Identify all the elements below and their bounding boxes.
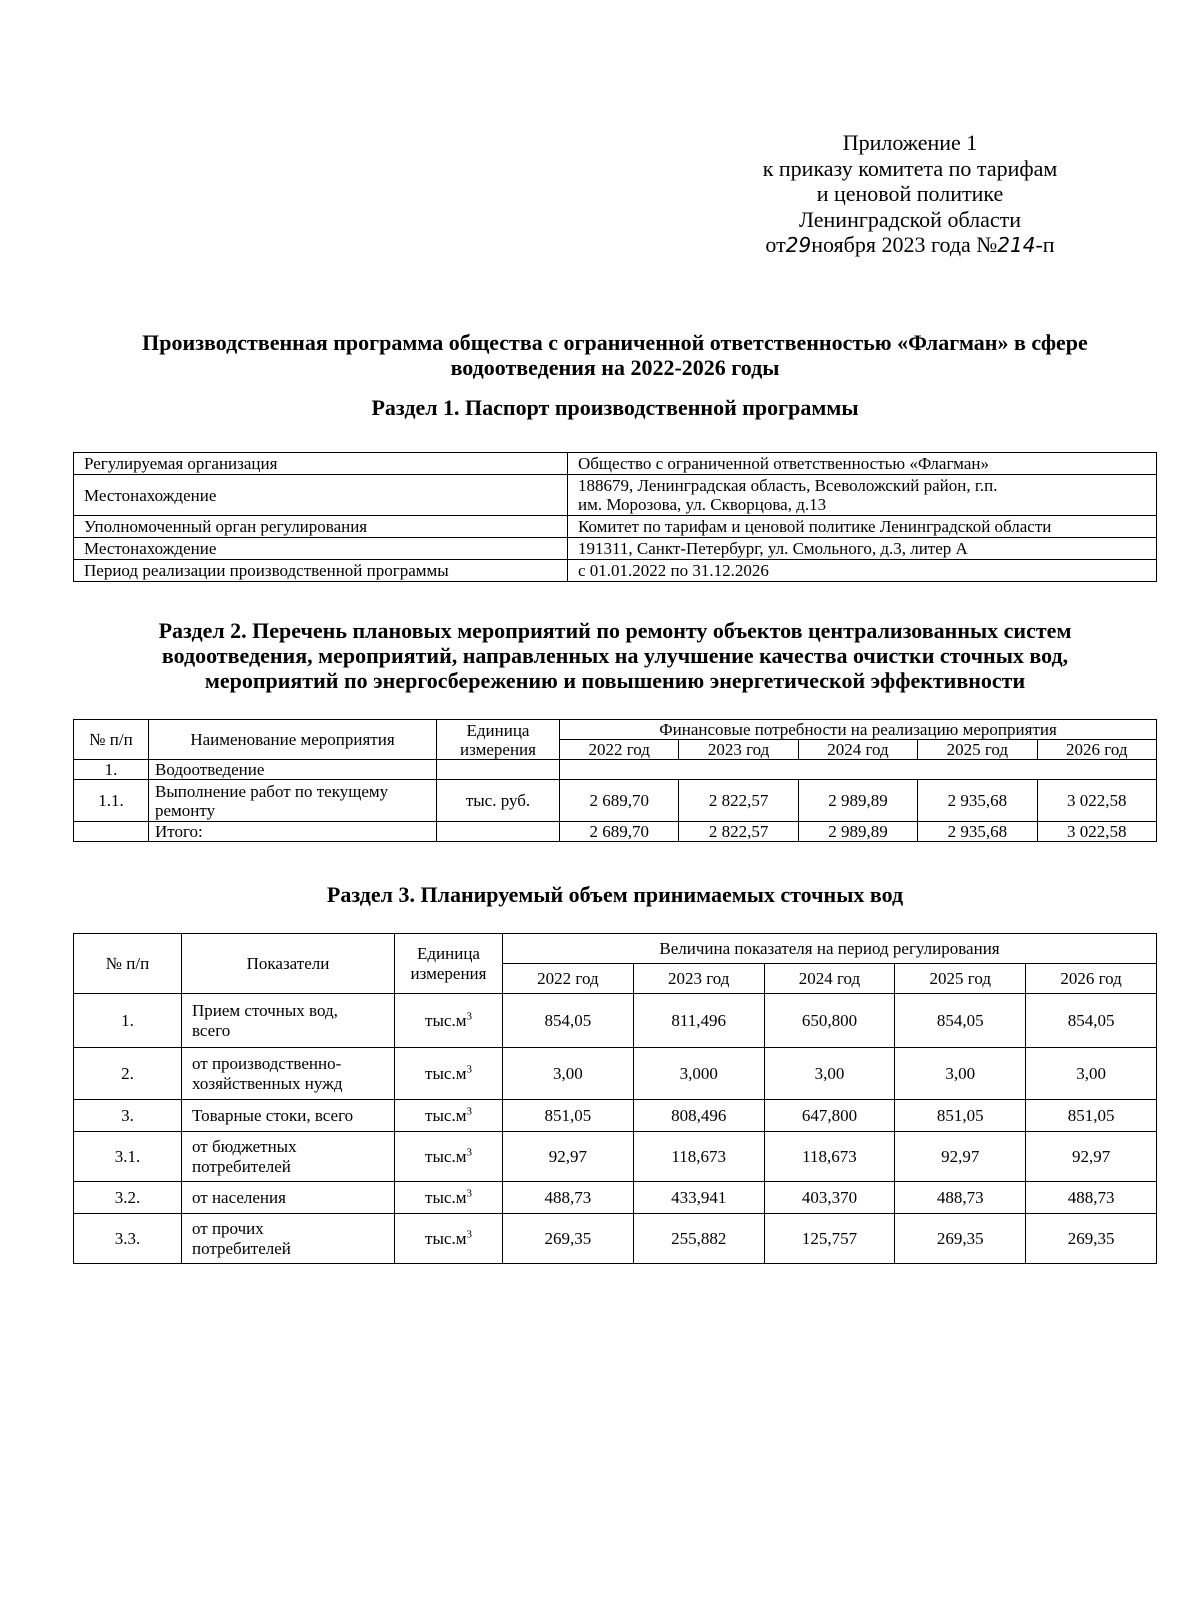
row-value: 647,800 [764,1100,895,1132]
row-value: 851,05 [1026,1100,1157,1132]
row-name [182,1048,395,1100]
unit-superscript: 3 [466,1104,472,1117]
unit-text: тыс.м [425,1187,467,1207]
unit-header-line: измерения [410,963,487,983]
row-unit [395,1048,503,1100]
unit-superscript: 3 [466,1227,472,1240]
row-value: 488,73 [895,1182,1026,1214]
passport-value: Общество с ограниченной ответственностью «Флагман» [568,453,1157,475]
column-header-value: Величина показателя на период регулирования [503,934,1157,964]
row-empty [560,760,1157,780]
passport-key: Местонахождение [74,538,568,560]
row-unit [395,1214,503,1264]
unit-text: тыс.м [425,1010,467,1030]
row-name [182,1214,395,1264]
row-unit [437,822,560,842]
row-value: 118,673 [764,1132,895,1182]
appendix-line: и ценовой политике [816,181,1004,206]
row-num: 2. [74,1048,182,1100]
row-value: 92,97 [503,1132,634,1182]
row-value: 854,05 [895,994,1026,1048]
appendix-line: к приказу комитета по тарифам [762,155,1058,181]
table-header-row [74,720,1157,740]
row-name-line: потребителей [192,1156,291,1176]
row-value: 269,35 [503,1214,634,1264]
section3-title: Раздел 3. Планируемый объем принимаемых сточных вод [326,882,904,907]
row-name: Итого: [149,822,437,842]
handwritten-day: 29 [785,233,812,257]
row-value: 2 935,68 [918,822,1037,842]
section1-title: Раздел 1. Паспорт производственной программы [371,395,859,420]
section2-title-line: Раздел 2. Перечень плановых мероприятий по ремонту объектов централизованных систем [158,618,1072,643]
column-header-year: 2023 год [679,740,798,760]
column-header-name: Наименование мероприятия [149,720,437,760]
row-num: 1. [74,760,149,780]
row-value: 92,97 [1026,1132,1157,1182]
unit-superscript: 3 [466,1009,472,1022]
appendix-line: Приложение 1 [842,130,978,155]
row-value: 3,00 [503,1048,634,1100]
column-header-year: 2025 год [918,740,1037,760]
column-header-year: 2022 год [503,964,634,994]
row-value: 2 989,89 [798,822,917,842]
row-unit [395,1100,503,1132]
table-row-total [74,822,1157,842]
row-value: 2 989,89 [798,780,917,822]
row-name-line: Прием сточных вод, [192,1000,338,1020]
row-name [182,994,395,1048]
table-row [74,780,1157,822]
row-name: Водоотведение [149,760,437,780]
passport-key: Период реализации производственной программы [74,560,568,582]
row-value: 488,73 [503,1182,634,1214]
column-header-year: 2026 год [1037,740,1157,760]
unit-superscript: 3 [466,1062,472,1075]
row-name [182,1100,395,1132]
row-name-line: потребителей [192,1238,291,1258]
column-header-year: 2023 год [633,964,764,994]
row-value: 854,05 [1026,994,1157,1048]
date-prefix: от [765,232,786,257]
row-value: 2 689,70 [560,822,679,842]
table-row [74,1100,1157,1132]
row-value: 92,97 [895,1132,1026,1182]
row-name-line: от производственно- [192,1053,342,1073]
row-num: 1.1. [74,780,149,822]
address-line: 188679, Ленинградская область, Всеволожский район, г.п. [578,476,998,495]
row-name-line: от прочих [192,1218,264,1238]
row-num: 3.3. [74,1214,182,1264]
unit-text: тыс.м [425,1063,467,1083]
table-row [74,475,1157,516]
passport-value: Комитет по тарифам и ценовой политике Ленинградской области [568,516,1157,538]
row-name [182,1182,395,1214]
row-value: 2 822,57 [679,822,798,842]
column-header-indicators: Показатели [182,934,395,994]
row-num: 3.1. [74,1132,182,1182]
table-row [74,516,1157,538]
document-title: Производственная программа общества с ограниченной ответственностью «Флагман» в сфере водоотведения на 2022-2026 годы [142,330,1088,380]
passport-key: Местонахождение [74,475,568,516]
column-header-year: 2024 год [798,740,917,760]
unit-text: тыс.м [425,1105,467,1125]
row-value: 3,000 [633,1048,764,1100]
row-value: 403,370 [764,1182,895,1214]
row-value: 118,673 [633,1132,764,1182]
column-header-unit [395,934,503,994]
row-value: 3,00 [764,1048,895,1100]
row-value: 2 935,68 [918,780,1037,822]
row-num: 3. [74,1100,182,1132]
table-row [74,760,1157,780]
row-name [182,1132,395,1182]
date-suffix: -п [1035,232,1055,257]
row-unit [395,1182,503,1214]
row-value: 255,882 [633,1214,764,1264]
section2-title-line: мероприятий по энергосбережению и повышению энергетической эффективности [204,668,1026,693]
row-num [74,822,149,842]
row-value: 851,05 [503,1100,634,1132]
row-name-line: Товарные стоки, всего [192,1105,354,1125]
column-header-year: 2022 год [560,740,679,760]
volume-table [73,933,1157,1264]
unit-header-line: Единица [417,943,480,963]
handwritten-order-number: 214 [997,233,1036,257]
column-header-unit [437,720,560,760]
row-value: 269,35 [895,1214,1026,1264]
row-unit [395,1132,503,1182]
table-row [74,538,1157,560]
row-name-line: Выполнение работ по текущему [155,781,389,801]
volume-table-body [74,994,1157,1264]
section2-title-line: водоотведения, мероприятий, направленных на улучшение качества очистки сточных вод, [161,643,1069,668]
row-value: 3 022,58 [1037,780,1157,822]
row-value: 488,73 [1026,1182,1157,1214]
row-value: 808,496 [633,1100,764,1132]
unit-superscript: 3 [466,1145,472,1158]
section2-title [60,618,1170,693]
row-name-line: всего [192,1020,231,1040]
unit-superscript: 3 [466,1186,472,1199]
row-name-line: от населения [192,1187,286,1207]
row-unit [437,760,560,780]
passport-value [568,475,1157,516]
table-row [74,560,1157,582]
table-row [74,453,1157,475]
row-value: 3,00 [895,1048,1026,1100]
row-value: 3,00 [1026,1048,1157,1100]
address-line: им. Морозова, ул. Скворцова, д.13 [578,495,827,514]
table-row [74,1048,1157,1100]
events-table [73,719,1157,842]
row-value: 811,496 [633,994,764,1048]
row-value: 433,941 [633,1182,764,1214]
unit-text: тыс.м [425,1146,467,1166]
row-unit: тыс. руб. [437,780,560,822]
row-value: 125,757 [764,1214,895,1264]
passport-value: 191311, Санкт-Петербург, ул. Смольного, д.3, литер А [568,538,1157,560]
passport-key: Уполномоченный орган регулирования [74,516,568,538]
row-value: 650,800 [764,994,895,1048]
column-header-num: № п/п [74,934,182,994]
appendix-line: Ленинградской области [799,206,1021,232]
row-name-line: хозяйственных нужд [192,1073,343,1093]
appendix-date-line [700,232,1120,259]
row-value: 854,05 [503,994,634,1048]
row-value: 851,05 [895,1100,1026,1132]
table-row [74,994,1157,1048]
row-value: 2 822,57 [679,780,798,822]
column-header-finance: Финансовые потребности на реализацию мероприятия [560,720,1157,740]
appendix-header [700,130,1120,259]
column-header-num: № п/п [74,720,149,760]
row-name-line: ремонту [155,800,216,820]
row-value: 2 689,70 [560,780,679,822]
passport-table [73,452,1157,582]
row-value: 269,35 [1026,1214,1157,1264]
row-num: 1. [74,994,182,1048]
unit-text: тыс.м [425,1228,467,1248]
row-num: 3.2. [74,1182,182,1214]
table-row [74,1182,1157,1214]
row-unit [395,994,503,1048]
passport-key: Регулируемая организация [74,453,568,475]
passport-value: с 01.01.2022 по 31.12.2026 [568,560,1157,582]
row-value: 3 022,58 [1037,822,1157,842]
column-header-year: 2026 год [1026,964,1157,994]
row-name [149,780,437,822]
row-name-line: от бюджетных [192,1136,297,1156]
column-header-year: 2025 год [895,964,1026,994]
table-row [74,1214,1157,1264]
table-header-row [74,934,1157,964]
date-mid: ноября 2023 года № [811,232,998,257]
unit-header-line: Единица [466,720,530,740]
unit-header-line: измерения [460,739,536,759]
column-header-year: 2024 год [764,964,895,994]
table-row [74,1132,1157,1182]
